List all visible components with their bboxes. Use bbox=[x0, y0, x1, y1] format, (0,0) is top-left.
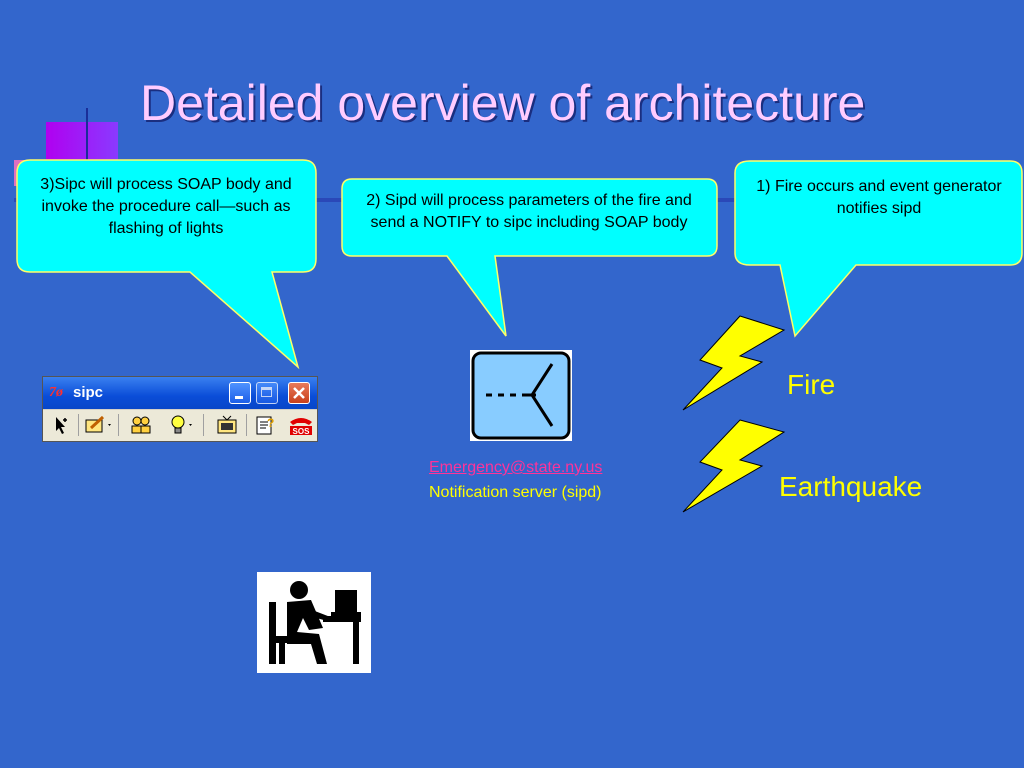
slide-title: Detailed overview of architecture bbox=[140, 75, 866, 131]
notification-receiver-icon bbox=[470, 350, 572, 441]
sos-phone-icon[interactable] bbox=[287, 414, 315, 436]
toolbar-separator bbox=[118, 414, 119, 436]
cursor-arrow-icon[interactable] bbox=[49, 414, 73, 436]
sipc-window-title: sipc bbox=[73, 384, 104, 401]
maximize-icon[interactable] bbox=[256, 382, 278, 404]
sipc-toolbar bbox=[43, 410, 317, 441]
sipd-email-link[interactable]: Emergency@state.ny.us bbox=[429, 459, 603, 476]
sipc-titlebar[interactable] bbox=[43, 377, 317, 409]
sipc-window bbox=[42, 376, 318, 442]
close-icon[interactable] bbox=[288, 382, 310, 404]
earthquake-label: Earthquake bbox=[779, 471, 923, 502]
tv-icon[interactable] bbox=[215, 414, 239, 436]
lightning-bolt-icon bbox=[683, 420, 784, 512]
toolbar-separator bbox=[203, 414, 204, 436]
callout-sipc-text: 3)Sipc will process SOAP body and invoke the procedure call—such as flashing of lights bbox=[40, 176, 292, 237]
callout-sipd-text: 2) Sipd will process parameters of the fire and send a NOTIFY to sipc including SOAP body bbox=[366, 192, 692, 231]
toolbar-separator bbox=[246, 414, 247, 436]
help-document-icon[interactable] bbox=[253, 414, 277, 436]
toolbar-separator bbox=[78, 414, 79, 436]
person-at-computer-icon bbox=[257, 572, 371, 673]
lightning-bolt-icon bbox=[683, 316, 784, 410]
fire-label: Fire bbox=[787, 369, 836, 400]
sipd-server-label: Notification server (sipd) bbox=[429, 484, 602, 501]
notepad-pencil-icon[interactable] bbox=[83, 414, 115, 436]
lightbulb-icon[interactable] bbox=[167, 414, 199, 436]
minimize-icon[interactable] bbox=[229, 382, 251, 404]
sos-text: SOS bbox=[292, 427, 310, 436]
app-logo-icon: 7ø bbox=[49, 385, 63, 400]
svg-text:?: ? bbox=[267, 416, 275, 430]
callout-event-text: 1) Fire occurs and event generator notifies sipd bbox=[756, 178, 1002, 217]
people-icon[interactable] bbox=[129, 414, 153, 436]
